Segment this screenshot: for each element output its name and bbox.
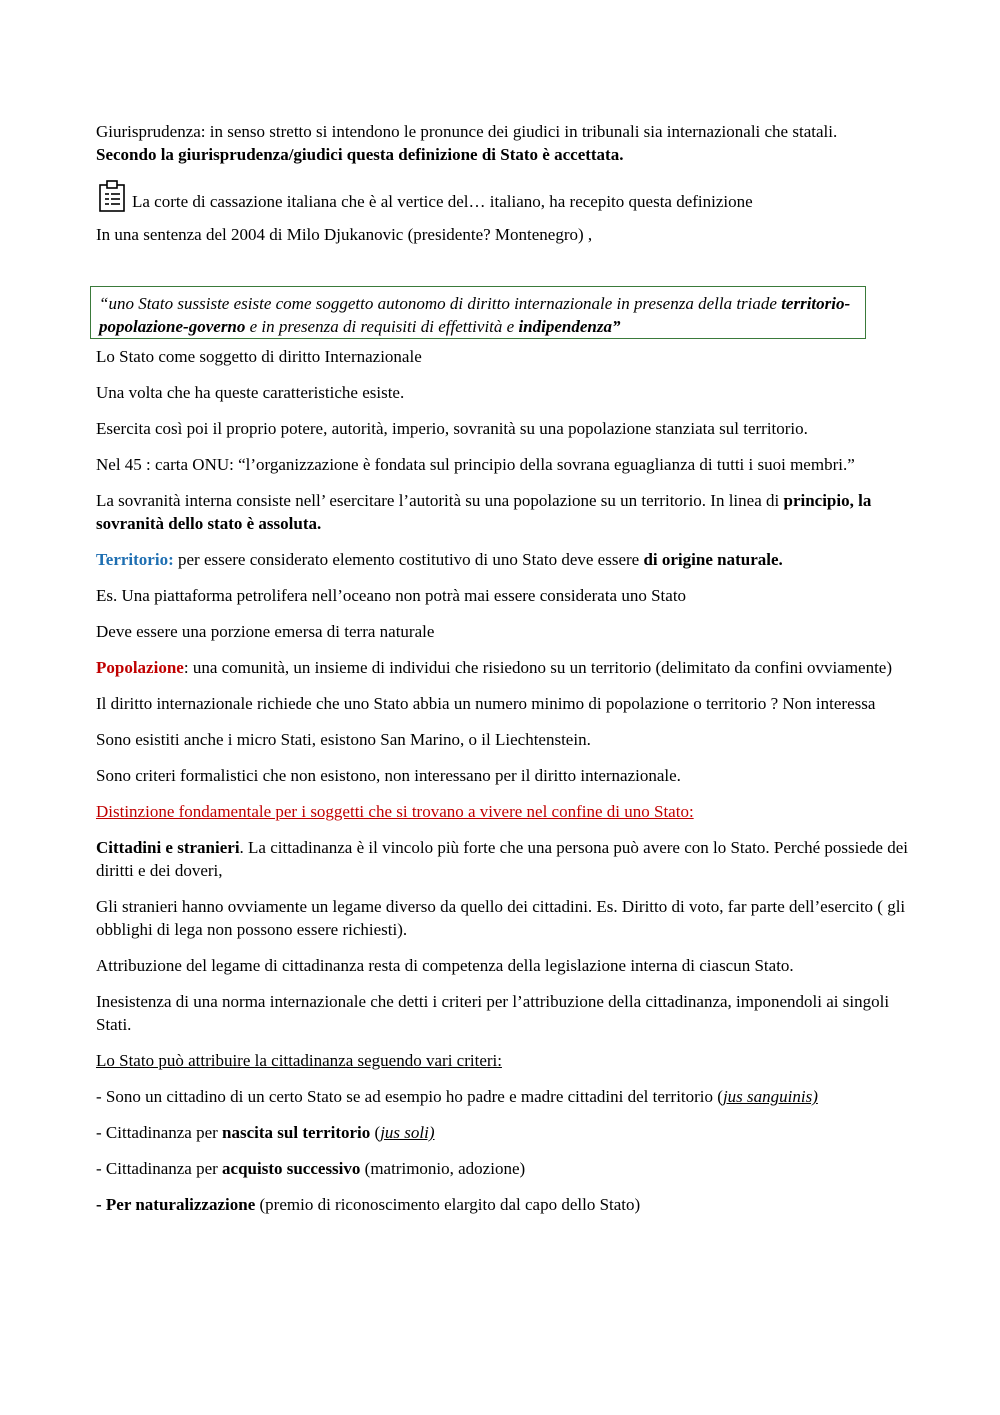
paragraph-stranieri: Gli stranieri hanno ovviamente un legame diverso da quello dei cittadini. Es. Diritto di voto, far parte dell’esercito ( gli obblighi di lega non possono essere richiesti). xyxy=(96,897,906,939)
quote-box xyxy=(90,286,866,339)
paragraph-giurisprudenza: Giurisprudenza: in senso stretto si intendono le pronunce dei giudici in tribunali sia internazionali che statali. Secondo la giurisprudenza/giudici questa definizione di Stato è accettata. xyxy=(96,122,838,164)
note-cassazione: La corte di cassazione italiana che è al vertice del… italiano, ha recepito questa definizione xyxy=(96,179,912,213)
paragraph-onu: Nel 45 : carta ONU: “l’organizzazione è fondata sul principio della sovrana eguaglianza di tutti i suoi membri.” xyxy=(96,455,855,474)
paragraph-minimo: Il diritto internazionale richiede che uno Stato abbia un numero minimo di popolazione o territorio ? Non interessa xyxy=(96,694,876,713)
paragraph-cittadini: Cittadini e stranieri. La cittadinanza è il vincolo più forte che una persona può avere con lo Stato. Perché possiede dei diritti e dei doveri, xyxy=(96,838,908,880)
paragraph-caratteristiche: Una volta che ha queste caratteristiche esiste. xyxy=(96,383,405,402)
document-body xyxy=(96,120,912,1229)
list-item-jus-sanguinis: - Sono un cittadino di un certo Stato se ad esempio ho padre e madre cittadini del territorio (jus sanguinis) xyxy=(96,1087,818,1106)
territorio-heading: Territorio: xyxy=(96,550,174,569)
paragraph-piattaforma: Es. Una piattaforma petrolifera nell’oceano non potrà mai essere considerata uno Stato xyxy=(96,586,687,605)
paragraph-esercita: Esercita così poi il proprio potere, autorità, imperio, sovranità su una popolazione stanziata sul territorio. xyxy=(96,419,808,438)
paragraph-sentenza: In una sentenza del 2004 di Milo Djukanovic (presidente? Montenegro) , xyxy=(96,225,593,244)
paragraph-vari-criteri: Lo Stato può attribuire la cittadinanza seguendo vari criteri: xyxy=(96,1051,502,1070)
paragraph-soggetto: Lo Stato come soggetto di diritto Internazionale xyxy=(96,347,422,366)
paragraph-criteri: Sono criteri formalistici che non esistono, non interessano per il diritto internazionale. xyxy=(96,766,681,785)
clipboard-icon xyxy=(96,179,130,213)
quote-text: “uno Stato sussiste esiste come soggetto autonomo di diritto internazionale in presenza della triade territorio-popolazione-governo e in presenza di requisiti di effettività e indipendenza” xyxy=(99,294,851,336)
paragraph-micro: Sono esistiti anche i micro Stati, esistono San Marino, o il Liechtenstein. xyxy=(96,730,591,749)
list-item-naturalizzazione: - Per naturalizzazione (premio di riconoscimento elargito dal capo dello Stato) xyxy=(96,1195,641,1214)
paragraph-sovranita: La sovranità interna consiste nell’ esercitare l’autorità su una popolazione su un territorio. In linea di principio, la sovranità dello stato è assoluta. xyxy=(96,491,872,533)
list-item-jus-soli: - Cittadinanza per nascita sul territorio (jus soli) xyxy=(96,1123,435,1142)
list-item-acquisto: - Cittadinanza per acquisto successivo (matrimonio, adozione) xyxy=(96,1159,526,1178)
paragraph-attribuzione: Attribuzione del legame di cittadinanza resta di competenza della legislazione interna di ciascun Stato. xyxy=(96,956,794,975)
bold-statement: Secondo la giurisprudenza/giudici questa definizione di Stato è accettata. xyxy=(96,145,624,164)
paragraph-distinzione: Distinzione fondamentale per i soggetti che si trovano a vivere nel confine di uno Stato: xyxy=(96,802,694,821)
paragraph-territorio: Territorio: per essere considerato elemento costitutivo di uno Stato deve essere di origine naturale. xyxy=(96,550,783,569)
paragraph-inesistenza: Inesistenza di una norma internazionale che detti i criteri per l’attribuzione della cittadinanza, imponendoli ai singoli Stati. xyxy=(96,992,890,1034)
popolazione-heading: Popolazione xyxy=(96,658,184,677)
paragraph-porzione: Deve essere una porzione emersa di terra naturale xyxy=(96,622,435,641)
paragraph-popolazione: Popolazione: una comunità, un insieme di individui che risiedono su un territorio (delimitato da confini ovviamente) xyxy=(96,658,893,677)
